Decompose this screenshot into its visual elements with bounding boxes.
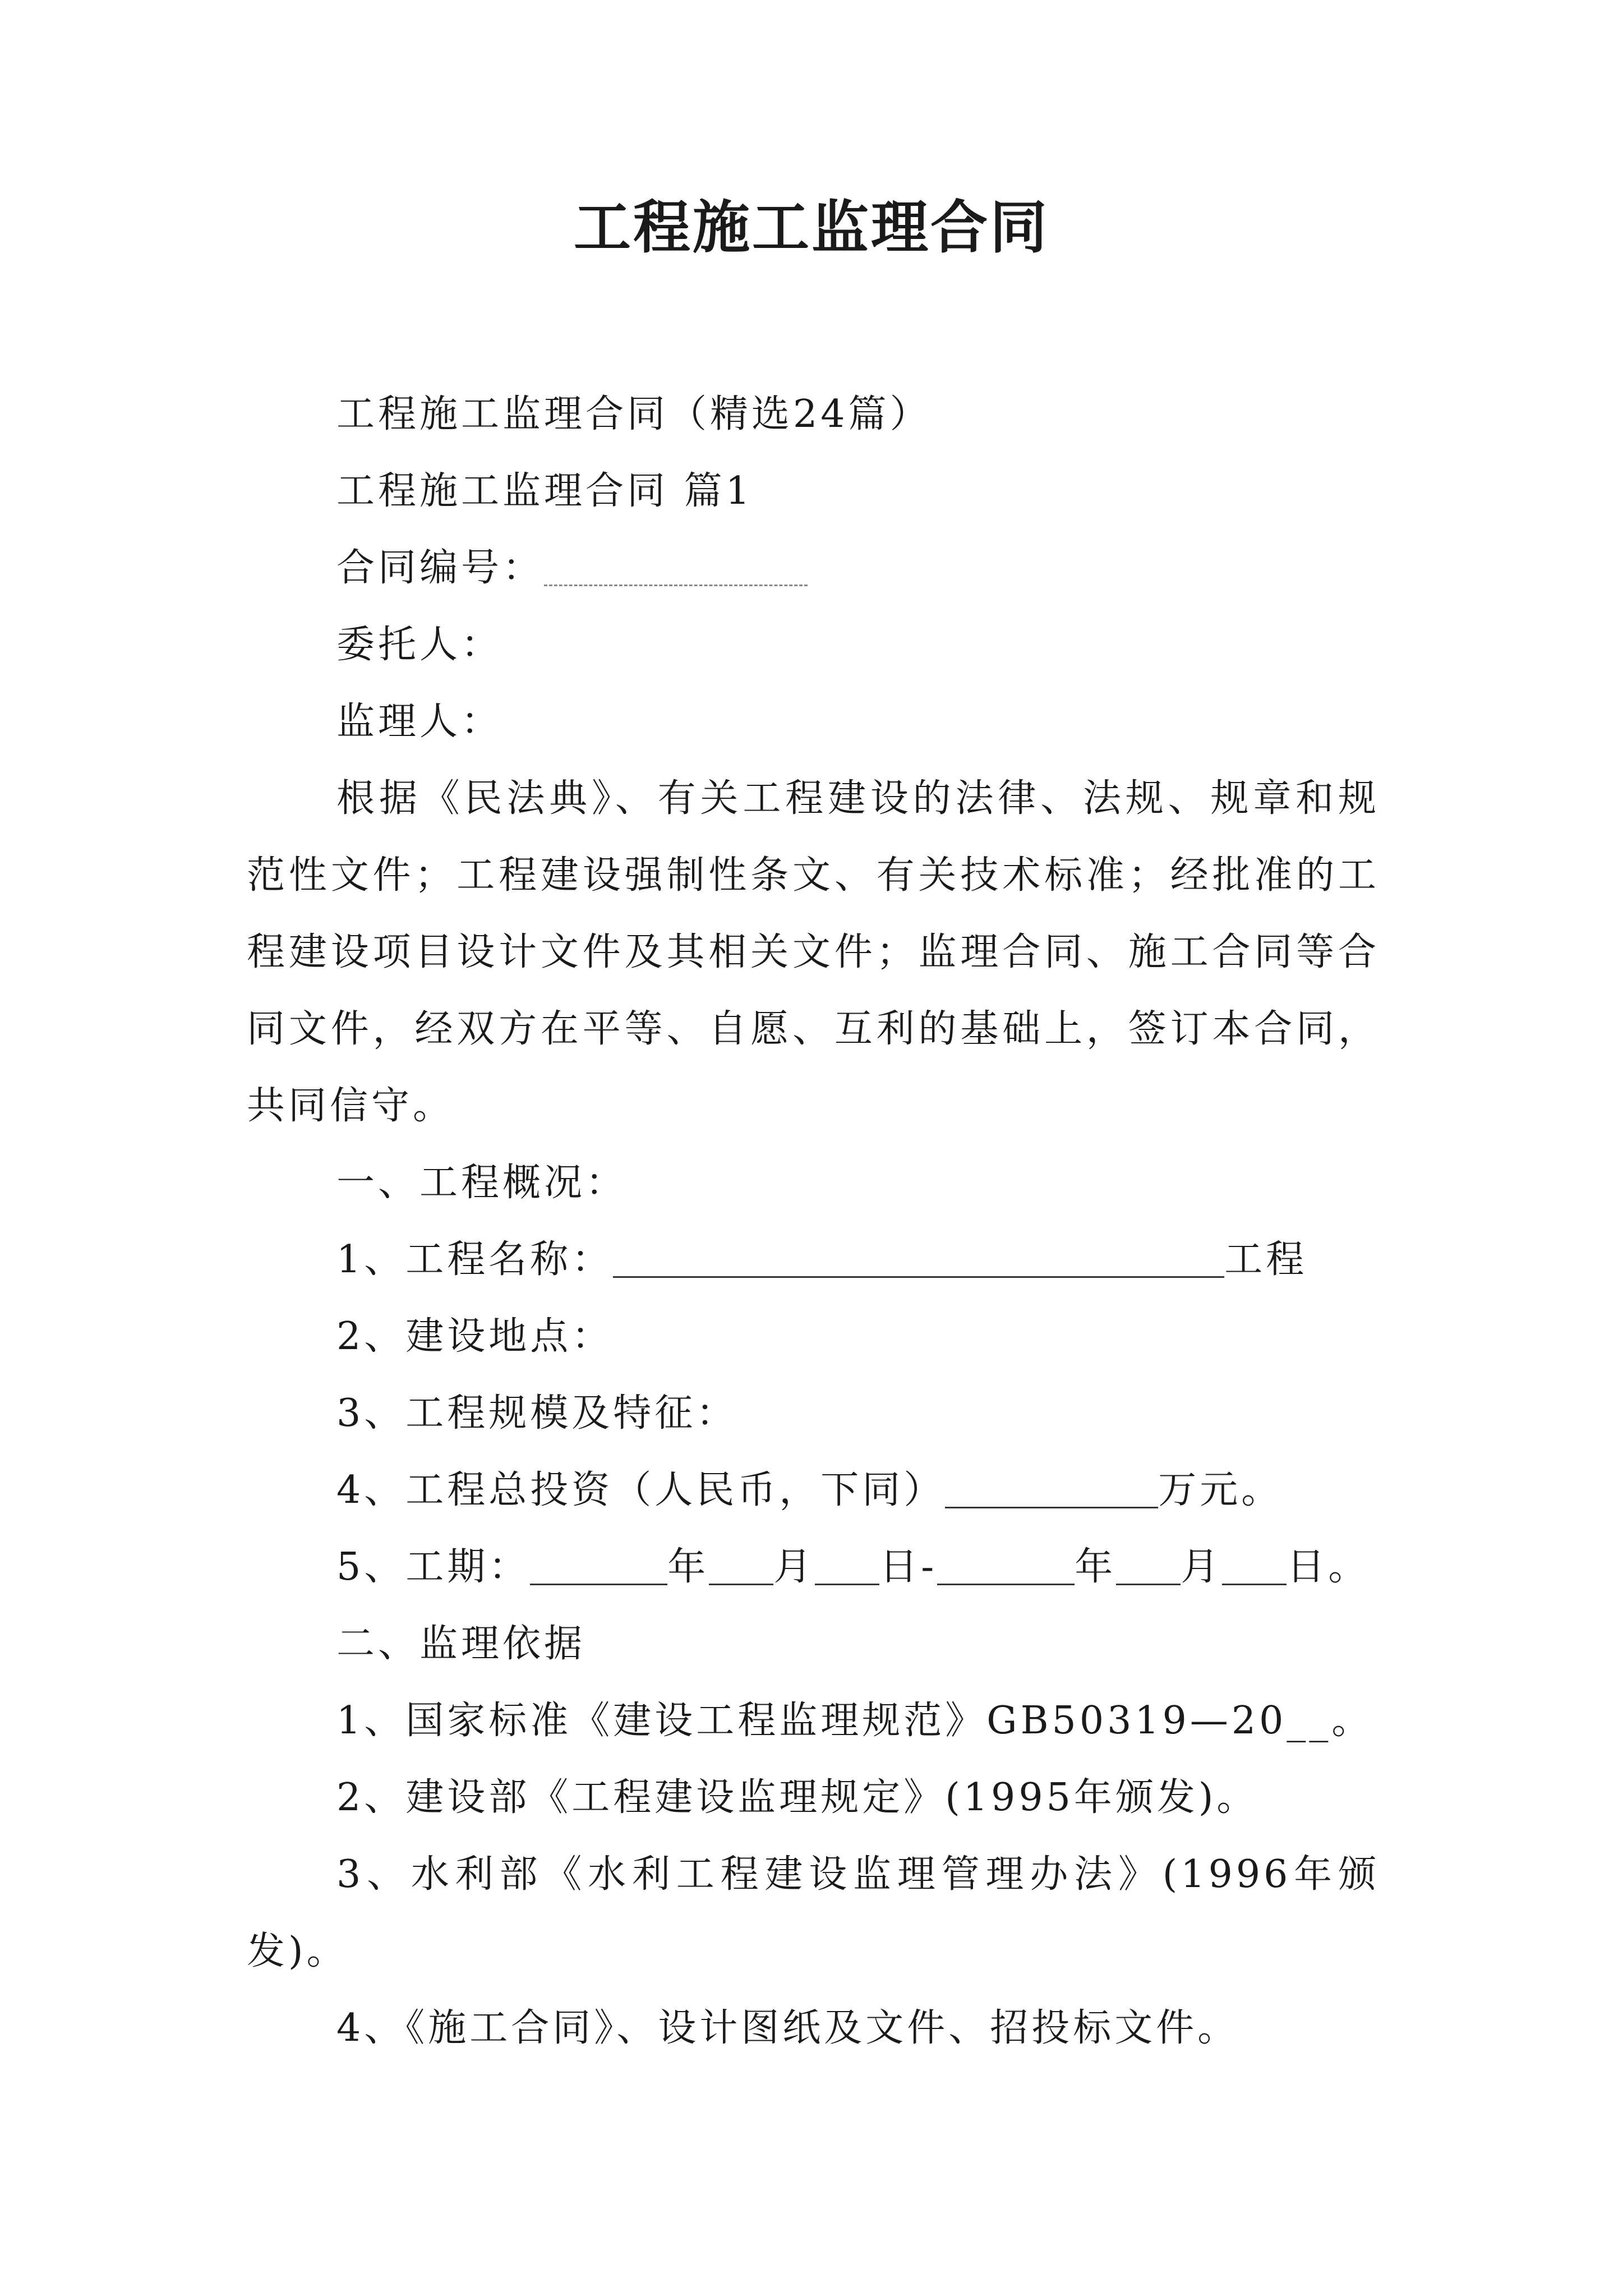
duration-label: 5、工期： [336,1545,531,1589]
total-investment-label: 4、工程总投资（人民币，下同） [336,1468,946,1512]
end-year-blank [937,1545,1075,1585]
project-name-blank [613,1238,1224,1278]
start-month-blank [709,1545,773,1585]
basis-item-4: 4、《施工合同》、设计图纸及文件、招投标文件。 [336,2006,1239,2050]
subtitle: 工程施工监理合同（精选24篇） [336,392,932,436]
part-heading: 工程施工监理合同 篇1 [336,469,753,513]
client-label: 委托人： [336,623,503,667]
end-year-unit: 年 [1075,1545,1117,1589]
end-day-blank [1222,1545,1287,1585]
basis-item-3: 3、水利部《水利工程建设监理管理办法》(1996年颁发)。 [247,1852,1380,1973]
project-scale-line: 3、工程规模及特征： [336,1391,738,1435]
total-investment-blank [945,1469,1158,1508]
project-name-line [247,1221,1380,1298]
start-year-blank [530,1545,667,1585]
end-day-unit: 日。 [1287,1545,1370,1589]
section-2-heading: 二、监理依据 [336,1622,586,1666]
project-name-label: 1、工程名称： [336,1237,614,1282]
start-month-unit: 月 [773,1545,815,1589]
construction-site-line: 2、建设地点： [336,1314,614,1359]
project-name-suffix: 工程 [1224,1237,1308,1282]
duration-line [247,1529,1380,1605]
contract-number-blank [544,546,808,586]
document-title: 工程施工监理合同 [574,194,1049,261]
start-year-unit: 年 [667,1545,709,1589]
intro-paragraph: 根据《民法典》、有关工程建设的法律、法规、规章和规范性文件；工程建设强制性条文、有关技术标准；经批准的工程建设项目设计文件及其相关文件；监理合同、施工合同等合同文件，经双方在平等、自愿、互利的基础上，签订本合同，共同信守。 [247,776,1380,1128]
end-month-unit: 月 [1181,1545,1223,1589]
section-1-heading: 一、工程概况： [336,1161,628,1205]
total-investment-suffix: 万元。 [1158,1468,1283,1512]
end-month-blank [1116,1545,1181,1585]
basis-item-2: 2、建设部《工程建设监理规定》(1995年颁发)。 [336,1775,1258,1820]
total-investment-line [247,1452,1380,1529]
start-day-blank [815,1545,879,1585]
contract-number-line [247,530,1380,606]
start-day-unit: 日- [879,1545,938,1589]
contract-number-label: 合同编号： [336,546,545,590]
supervisor-label: 监理人： [336,700,503,744]
document-body [247,376,1380,2067]
basis-item-1: 1、国家标准《建设工程监理规范》GB50319—20__。 [336,1699,1373,1743]
